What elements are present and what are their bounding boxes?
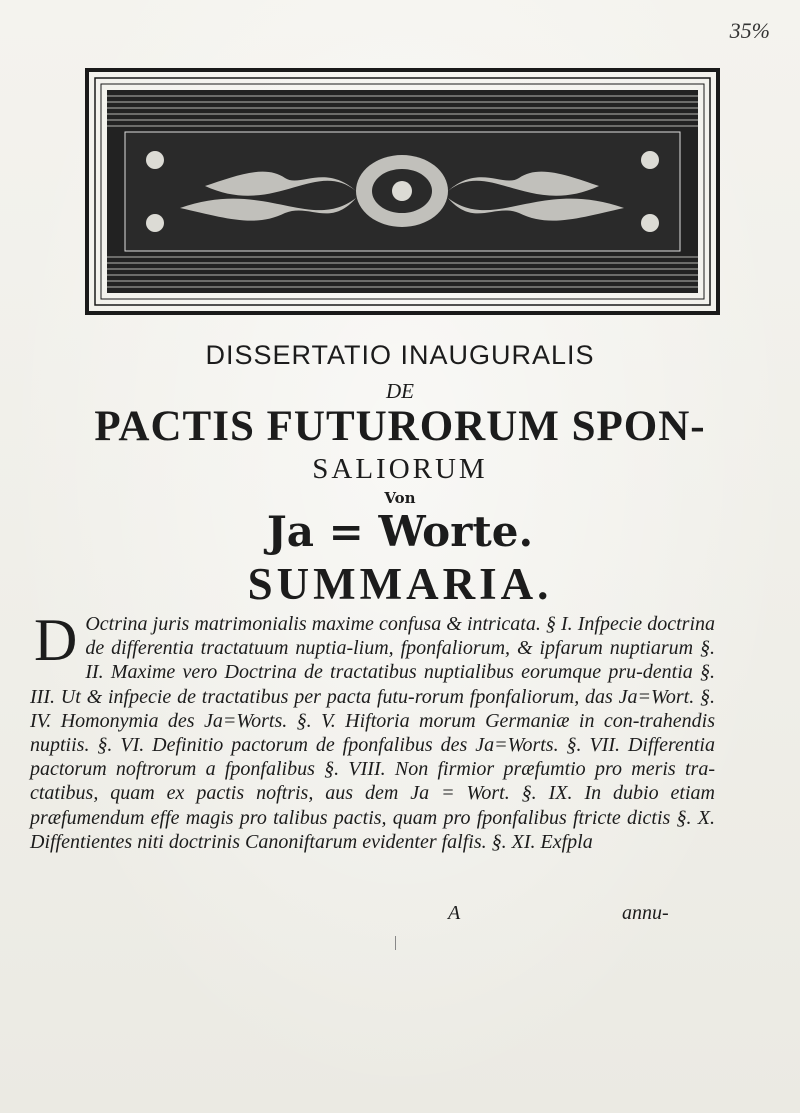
summary-paragraph	[30, 607, 715, 854]
title-pactis: PACTIS FUTURORUM SPON-	[94, 403, 706, 450]
title-saliorum: SALIORUM	[312, 453, 488, 485]
woodcut-headpiece	[85, 68, 720, 315]
catchword: annu-	[622, 902, 669, 924]
title-von: Von	[384, 489, 416, 507]
heading-summaria: SUMMARIA.	[247, 559, 553, 609]
headpiece-graphic	[85, 68, 720, 315]
title-de: DE	[386, 379, 414, 403]
signature-mark: A	[448, 902, 461, 924]
folio-number: 35%	[729, 18, 770, 43]
drop-capital: D	[34, 607, 78, 673]
title-ja-wort: Ja = Worte.	[266, 507, 534, 556]
summary-text: Octrina juris matrimonialis maxime confusa & intricata. § I. Infpecie doctrina de differentia tractatuum nuptia-lium, fponfaliorum, & ipfarum nuptiarum §. II. Maxime vero Doctrina de tractatibus nuptialibus eorumque pru-dentia §. III. Ut & infpecie de tractatibus per pacta futu-rorum fponfaliorum, das Ja=Wort. §. IV. Homonymia des Ja=Worts. §. V. Hiftoria morum Germaniæ in con-trahendis nuptiis. §. VI. Definitio pactorum de fponfalibus des Ja=Worts. §. VII. Differentia pactorum noftrorum a fponfalibus §. VIII. Non firmior præfumtio pro meris tra-ctatibus, quam ex pactis noftris, aus dem Ja = Wort. §. IX. In dubio etiam præfumendum effe magis pro talibus pactis, quam pro fponfalibus ftricte dictis §. X. Diffentientes niti doctrinis Canoniftarum evidenter falfis. §. XI. Exfpla	[30, 613, 715, 853]
title-dissertatio: DISSERTATIO INAUGURALIS	[205, 340, 595, 370]
binding-mark	[395, 936, 396, 950]
